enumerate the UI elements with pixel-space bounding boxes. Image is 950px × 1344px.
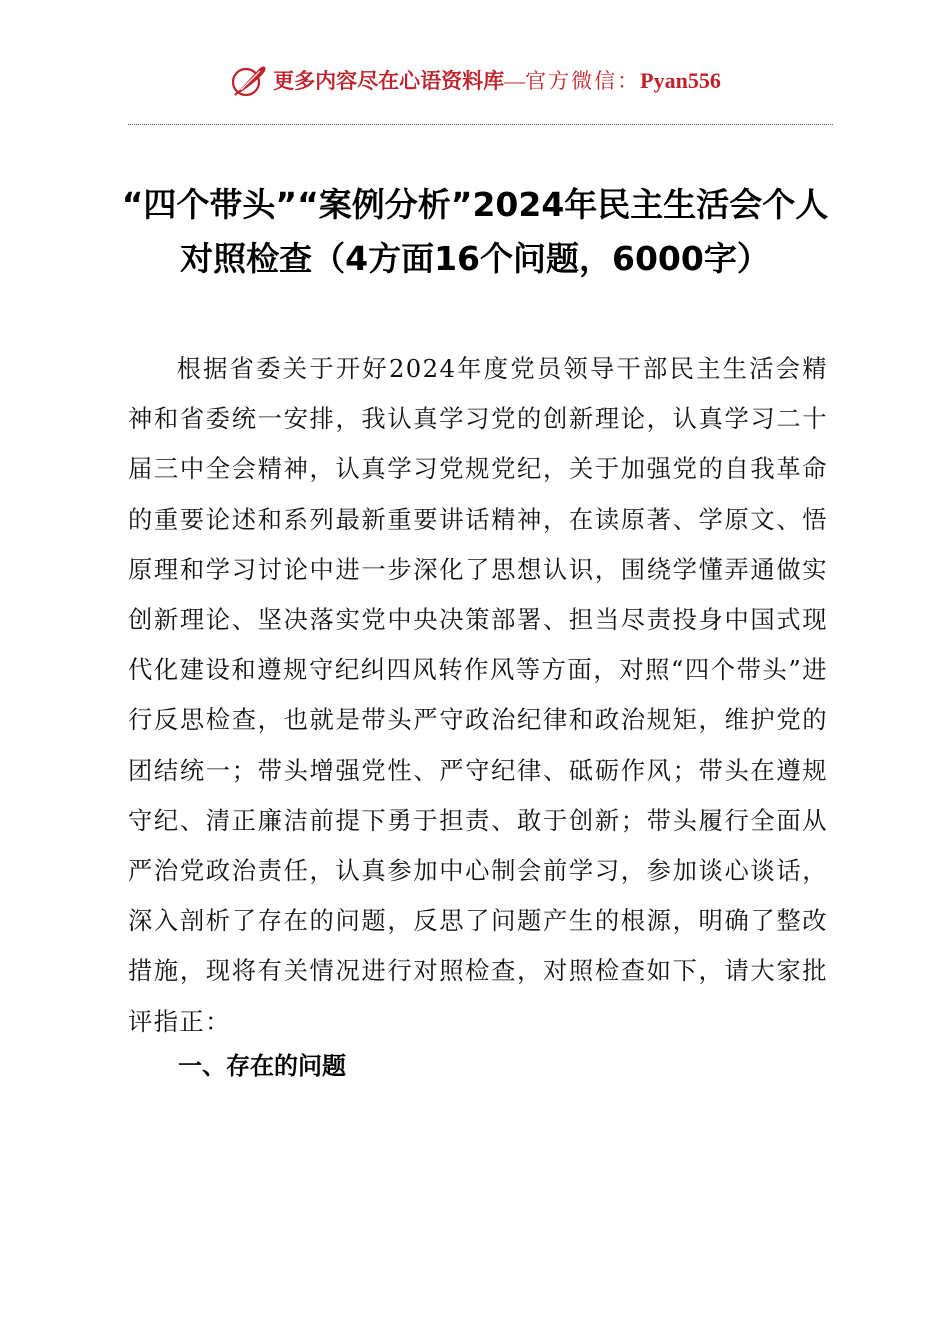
wechat-id: Pyan556 [640,68,721,93]
feather-pen-logo-icon [229,60,269,100]
intro-paragraph: 根据省委关于开好2024年度党员领导干部民主生活会精神和省委统一安排，我认真学习党的创新理论，认真学习二十届三中全会精神，认真学习党规党纪，关于加强党的自我革命的重要论述和系列最新重要讲话精神，在读原著、学原文、悟原理和学习讨论中进一步深化了思想认识，围绕学懂弄通做实创新理论、坚决落实党中央决策部署、担当尽责投身中国式现代化建设和遵规守纪纠四风转作风等方面，对照“四个带头”进行反思检查，也就是带头严守政治纪律和政治规矩，维护党的团结统一；带头增强党性、严守纪律、砥砺作风；带头在遵规守纪、清正廉洁前提下勇于担责、敢于创新；带头履行全面从严治党政治责任，认真参加中心制会前学习，参加谈心谈话，深入剖析了存在的问题，反思了问题产生的根源，明确了整改措施，现将有关情况进行对照检查，对照检查如下，请大家批评指正： [128,354,828,1036]
site-name: 更多内容尽在心语资料库 [273,68,505,93]
page-header [0,58,950,102]
header-dash: — [504,69,526,93]
section-heading: 一、存在的问题 [178,1052,346,1080]
header-divider [128,124,833,125]
document-title: “四个带头”“案例分析”2024年民主生活会个人对照检查（4方面16个问题，6000字） [121,185,829,278]
header-text [273,65,721,95]
wechat-label: 官方微信： [525,69,641,93]
